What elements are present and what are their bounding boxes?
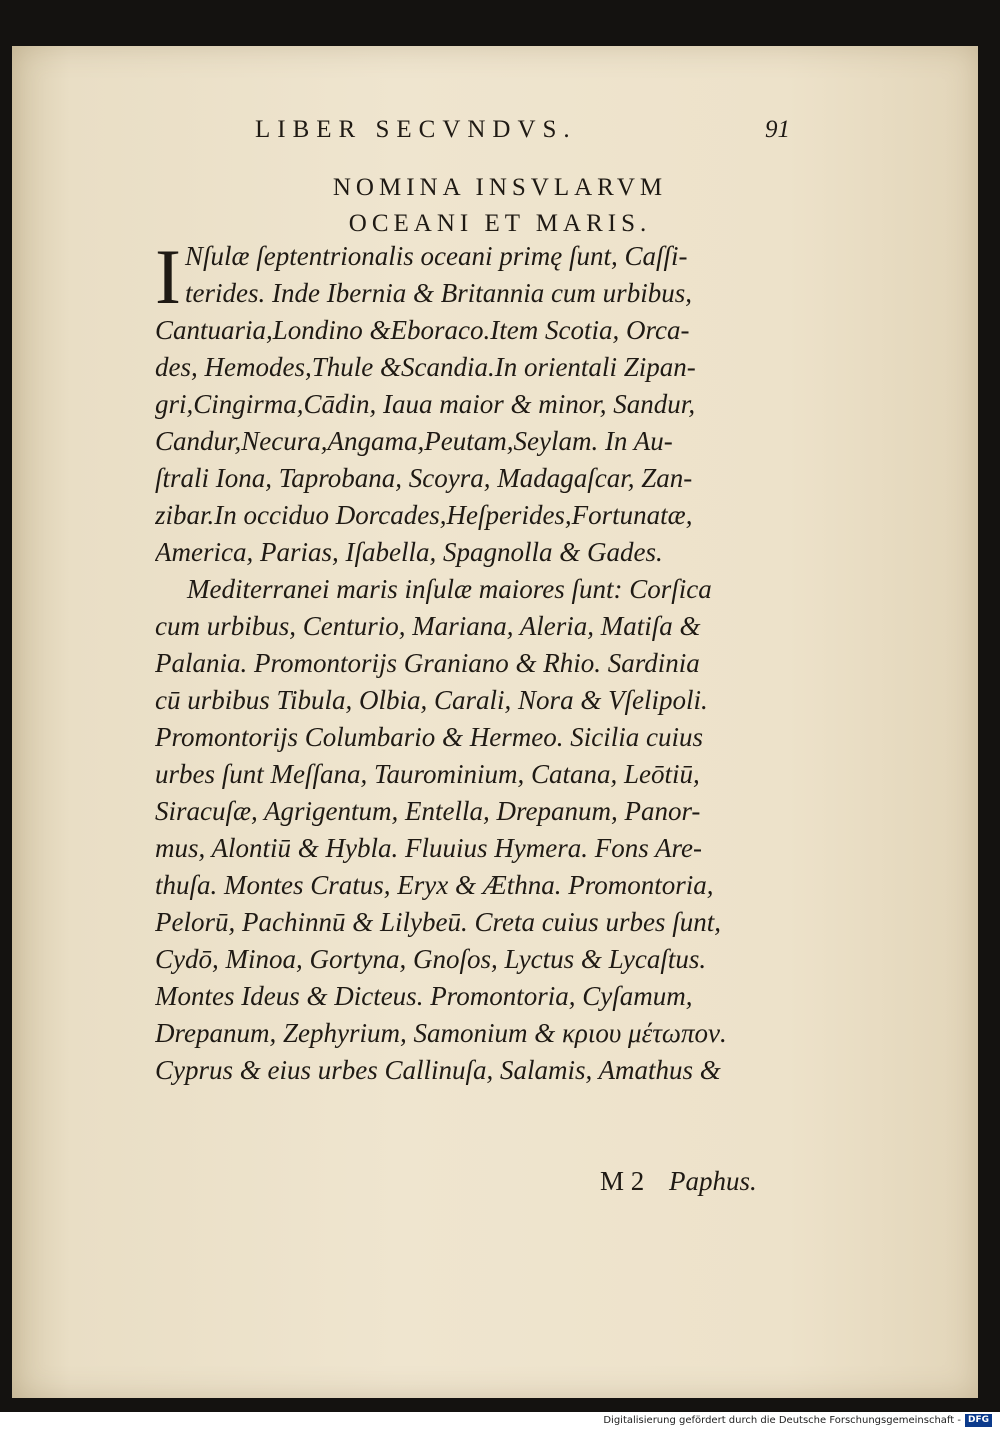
text-line: urbes ſunt Meſſana, Taurominium, Catana, Leōtiū, <box>155 759 700 789</box>
text-line: cum urbibus, Centurio, Mariana, Aleria, Matiſa & <box>155 611 701 641</box>
text-line: Mediterranei maris inſulæ maiores ſunt: Corſica <box>187 574 712 604</box>
text-line: ſtrali Iona, Taprobana, Scoyra, Madagaſcar, Zan- <box>155 463 693 493</box>
text-line: terides. Inde Ibernia & Britannia cum urbibus, <box>185 278 692 308</box>
text-line: Cydō, Minoa, Gortyna, Gnoſos, Lyctus & Lycaſtus. <box>155 944 707 974</box>
text-line: gri,Cingirma,Cādin, Iaua maior & minor, Sandur, <box>155 389 696 419</box>
text-line: Candur,Necura,Angama,Peutam,Seylam. In Au- <box>155 426 673 456</box>
text-line: Montes Ideus & Dicteus. Promontoria, Cyſamum, <box>155 981 693 1011</box>
page-header <box>255 116 790 156</box>
text-line: Nſulæ ſeptentrionalis oceani primę ſunt, Caſſi- <box>185 241 688 271</box>
text-line: Pelorū, Pachinnū & Lilybeū. Creta cuius urbes ſunt, <box>155 907 721 937</box>
text-line: Palania. Promontorijs Graniano & Rhio. Sardinia <box>155 648 700 678</box>
folio-number: 91 <box>765 116 790 143</box>
text-line: des, Hemodes,Thule &Scandia.In orientali Zipan- <box>155 352 696 382</box>
chapter-title-line-2: OCEANI ET MARIS. <box>348 210 652 237</box>
catchword-line <box>600 1166 757 1197</box>
text-line: Promontorijs Columbario & Hermeo. Sicilia cuius <box>155 722 703 752</box>
text-line: Cyprus & eius urbes Callinuſa, Salamis, Amathus & <box>155 1055 721 1085</box>
signature-mark: M 2 <box>600 1166 645 1196</box>
body-text <box>155 233 787 1089</box>
text-line: America, Parias, Iſabella, Spagnolla & Gades. <box>155 537 663 567</box>
digitization-credit <box>603 1414 992 1427</box>
catchword: Paphus. <box>669 1166 757 1196</box>
dfg-logo: DFG <box>965 1414 992 1427</box>
credit-text: Digitalisierung gefördert durch die Deutsche Forschungsgemeinschaft - <box>603 1415 961 1426</box>
text-line: Cantuaria,Londino &Eboraco.Item Scotia, Orca- <box>155 315 690 345</box>
chapter-title-line-1: NOMINA INSVLARVM <box>332 174 668 201</box>
text-line: Drepanum, Zephyrium, Samonium & κριου μέτωπον. <box>155 1018 727 1048</box>
text-line: thuſa. Montes Cratus, Eryx & Æthna. Promontoria, <box>155 870 714 900</box>
drop-cap-initial: I <box>155 233 181 320</box>
text-line: zibar.In occiduo Dorcades,Heſperides,Fortunatæ, <box>155 500 693 530</box>
text-line: mus, Alontiū & Hybla. Fluuius Hymera. Fons Are- <box>155 833 702 863</box>
text-line: Siracuſæ, Agrigentum, Entella, Drepanum, Panor- <box>155 796 701 826</box>
text-line: cū urbibus Tibula, Olbia, Carali, Nora & Vſelipoli. <box>155 685 708 715</box>
running-head: LIBER SECVNDVS. <box>255 116 577 143</box>
